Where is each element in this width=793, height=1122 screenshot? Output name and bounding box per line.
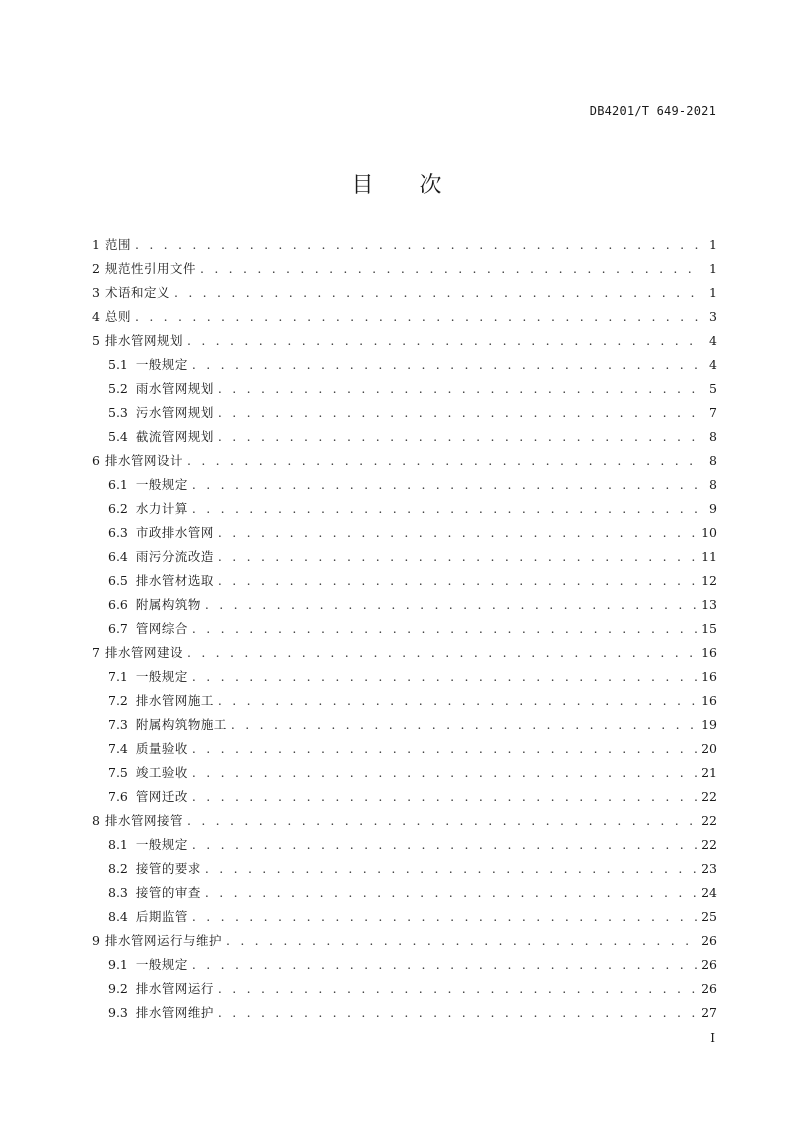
toc-entry-number: 6.3 bbox=[108, 525, 128, 540]
toc-entry[interactable] bbox=[92, 377, 717, 401]
toc-entry[interactable] bbox=[92, 785, 717, 809]
toc-entry[interactable] bbox=[92, 737, 717, 761]
toc-entry-page: 3 bbox=[709, 309, 717, 324]
toc-dot-leader bbox=[226, 929, 697, 953]
toc-entry-number: 9 bbox=[92, 933, 100, 948]
toc-entry[interactable] bbox=[92, 281, 717, 305]
toc-entry[interactable] bbox=[92, 545, 717, 569]
toc-dot-leader bbox=[218, 425, 703, 449]
toc-dot-leader bbox=[192, 785, 697, 809]
toc-entry-label: 后期监管 bbox=[135, 909, 188, 924]
toc-entry-number: 6.2 bbox=[108, 501, 128, 516]
toc-entry-number: 6.4 bbox=[108, 549, 128, 564]
toc-entry-number: 5.2 bbox=[108, 381, 128, 396]
toc-entry-number: 7.2 bbox=[108, 693, 128, 708]
toc-entry-number: 5.1 bbox=[108, 357, 128, 372]
toc-entry[interactable] bbox=[92, 233, 717, 257]
toc-entry-number: 4 bbox=[92, 309, 100, 324]
toc-entry[interactable] bbox=[92, 977, 717, 1001]
toc-entry-label: 排水管网接管 bbox=[104, 813, 183, 828]
page-title bbox=[0, 168, 793, 199]
toc-dot-leader bbox=[192, 737, 697, 761]
toc-entry-page: 1 bbox=[709, 237, 717, 252]
toc-entry-number: 8.2 bbox=[108, 861, 128, 876]
toc-dot-leader bbox=[218, 377, 703, 401]
toc-dot-leader bbox=[205, 881, 697, 905]
toc-entry-page: 12 bbox=[701, 573, 717, 588]
toc-entry-label: 质量验收 bbox=[135, 741, 188, 756]
toc-entry[interactable] bbox=[92, 857, 717, 881]
toc-entry-page: 8 bbox=[709, 429, 717, 444]
toc-entry[interactable] bbox=[92, 905, 717, 929]
toc-entry-page: 4 bbox=[709, 357, 717, 372]
toc-dot-leader bbox=[192, 953, 697, 977]
toc-entry-page: 26 bbox=[701, 933, 717, 948]
toc-entry-page: 16 bbox=[701, 669, 717, 684]
toc-entry[interactable] bbox=[92, 1001, 717, 1025]
toc-entry-label: 接管的要求 bbox=[135, 861, 201, 876]
toc-dot-leader bbox=[187, 329, 703, 353]
toc-entry[interactable] bbox=[92, 569, 717, 593]
toc-entry-page: 26 bbox=[701, 957, 717, 972]
toc-entry-page: 8 bbox=[709, 477, 717, 492]
toc-entry-page: 22 bbox=[701, 789, 717, 804]
toc-entry-label: 一般规定 bbox=[135, 357, 188, 372]
toc-entry-number: 3 bbox=[92, 285, 100, 300]
toc-entry-number: 9.3 bbox=[108, 1005, 128, 1020]
toc-entry-label: 一般规定 bbox=[135, 669, 188, 684]
toc-entry-label: 雨水管网规划 bbox=[135, 381, 214, 396]
toc-entry-number: 2 bbox=[92, 261, 100, 276]
toc-entry[interactable] bbox=[92, 929, 717, 953]
toc-entry-label: 一般规定 bbox=[135, 837, 188, 852]
toc-dot-leader bbox=[218, 569, 697, 593]
toc-dot-leader bbox=[192, 905, 697, 929]
toc-entry-page: 22 bbox=[701, 837, 717, 852]
toc-entry[interactable] bbox=[92, 761, 717, 785]
toc-dot-leader bbox=[192, 665, 697, 689]
toc-entry-number: 5 bbox=[92, 333, 100, 348]
toc-entry-number: 8.1 bbox=[108, 837, 128, 852]
toc-dot-leader bbox=[192, 617, 697, 641]
toc-entry-number: 5.4 bbox=[108, 429, 128, 444]
toc-entry[interactable] bbox=[92, 497, 717, 521]
table-of-contents bbox=[92, 233, 717, 1025]
toc-dot-leader bbox=[174, 281, 703, 305]
toc-dot-leader bbox=[231, 713, 697, 737]
toc-entry[interactable] bbox=[92, 593, 717, 617]
toc-entry-number: 7.5 bbox=[108, 765, 128, 780]
toc-entry-label: 竣工验收 bbox=[135, 765, 188, 780]
toc-entry-label: 管网迁改 bbox=[135, 789, 188, 804]
toc-entry[interactable] bbox=[92, 401, 717, 425]
toc-dot-leader bbox=[135, 305, 703, 329]
toc-dot-leader bbox=[187, 449, 703, 473]
toc-entry-page: 20 bbox=[701, 741, 717, 756]
toc-entry-label: 排水管网维护 bbox=[135, 1005, 214, 1020]
toc-entry[interactable] bbox=[92, 329, 717, 353]
toc-entry[interactable] bbox=[92, 521, 717, 545]
toc-entry[interactable] bbox=[92, 809, 717, 833]
toc-entry-label: 一般规定 bbox=[135, 957, 188, 972]
toc-entry-number: 7.3 bbox=[108, 717, 128, 732]
toc-entry-page: 24 bbox=[701, 885, 717, 900]
toc-entry-label: 范围 bbox=[104, 237, 131, 252]
toc-entry-page: 25 bbox=[701, 909, 717, 924]
toc-entry[interactable] bbox=[92, 689, 717, 713]
toc-dot-leader bbox=[205, 857, 697, 881]
toc-entry[interactable] bbox=[92, 425, 717, 449]
toc-entry-number: 7.6 bbox=[108, 789, 128, 804]
toc-entry[interactable] bbox=[92, 833, 717, 857]
toc-entry[interactable] bbox=[92, 665, 717, 689]
toc-entry-number: 9.1 bbox=[108, 957, 128, 972]
toc-entry-label: 附属构筑物 bbox=[135, 597, 201, 612]
title-char-2: 次 bbox=[419, 173, 442, 198]
toc-entry-page: 23 bbox=[701, 861, 717, 876]
toc-entry-label: 排水管网规划 bbox=[104, 333, 183, 348]
title-char-1: 目 bbox=[351, 173, 374, 198]
toc-entry-page: 22 bbox=[701, 813, 717, 828]
toc-entry-page: 11 bbox=[701, 549, 717, 564]
toc-dot-leader bbox=[192, 497, 703, 521]
toc-entry-page: 8 bbox=[709, 453, 717, 468]
toc-entry-page: 9 bbox=[709, 501, 717, 516]
toc-entry-page: 16 bbox=[701, 693, 717, 708]
toc-dot-leader bbox=[187, 641, 697, 665]
toc-entry-label: 排水管网设计 bbox=[104, 453, 183, 468]
document-id: DB4201/T 649-2021 bbox=[589, 104, 716, 118]
toc-entry-label: 雨污分流改造 bbox=[135, 549, 214, 564]
toc-entry[interactable] bbox=[92, 617, 717, 641]
toc-entry[interactable] bbox=[92, 881, 717, 905]
toc-entry-page: 21 bbox=[701, 765, 717, 780]
toc-entry-label: 市政排水管网 bbox=[135, 525, 214, 540]
toc-dot-leader bbox=[218, 977, 697, 1001]
toc-dot-leader bbox=[187, 809, 697, 833]
toc-entry-page: 5 bbox=[709, 381, 717, 396]
toc-entry-label: 排水管网施工 bbox=[135, 693, 214, 708]
toc-entry-label: 截流管网规划 bbox=[135, 429, 214, 444]
toc-entry-page: 1 bbox=[709, 285, 717, 300]
toc-entry-label: 术语和定义 bbox=[104, 285, 170, 300]
toc-entry-page: 10 bbox=[701, 525, 717, 540]
toc-entry-page: 1 bbox=[709, 261, 717, 276]
toc-entry-page: 26 bbox=[701, 981, 717, 996]
toc-entry-number: 8.3 bbox=[108, 885, 128, 900]
toc-entry-number: 6.6 bbox=[108, 597, 128, 612]
toc-entry-number: 6.1 bbox=[108, 477, 128, 492]
toc-entry-label: 排水管网运行与维护 bbox=[104, 933, 222, 948]
toc-entry-label: 排水管材选取 bbox=[135, 573, 214, 588]
toc-entry[interactable] bbox=[92, 953, 717, 977]
toc-entry-page: 15 bbox=[701, 621, 717, 636]
toc-entry-label: 附属构筑物施工 bbox=[135, 717, 227, 732]
toc-entry[interactable] bbox=[92, 473, 717, 497]
toc-entry[interactable] bbox=[92, 713, 717, 737]
toc-entry-number: 1 bbox=[92, 237, 100, 252]
toc-dot-leader bbox=[205, 593, 697, 617]
toc-entry-number: 8.4 bbox=[108, 909, 128, 924]
toc-dot-leader bbox=[218, 1001, 697, 1025]
toc-entry[interactable] bbox=[92, 449, 717, 473]
toc-entry-number: 6.5 bbox=[108, 573, 128, 588]
toc-entry-page: 13 bbox=[701, 597, 717, 612]
toc-entry-page: 4 bbox=[709, 333, 717, 348]
toc-entry-number: 6.7 bbox=[108, 621, 128, 636]
toc-entry-label: 一般规定 bbox=[135, 477, 188, 492]
toc-dot-leader bbox=[218, 401, 703, 425]
toc-entry-number: 7 bbox=[92, 645, 100, 660]
toc-entry-label: 排水管网建设 bbox=[104, 645, 183, 660]
toc-entry-number: 7.1 bbox=[108, 669, 128, 684]
toc-entry-number: 6 bbox=[92, 453, 100, 468]
toc-entry-label: 总则 bbox=[104, 309, 131, 324]
toc-entry-page: 19 bbox=[701, 717, 717, 732]
toc-entry-page: 7 bbox=[709, 405, 717, 420]
toc-entry-number: 7.4 bbox=[108, 741, 128, 756]
toc-entry-number: 9.2 bbox=[108, 981, 128, 996]
toc-entry-label: 管网综合 bbox=[135, 621, 188, 636]
toc-entry-number: 5.3 bbox=[108, 405, 128, 420]
toc-dot-leader bbox=[218, 689, 697, 713]
toc-entry-label: 接管的审查 bbox=[135, 885, 201, 900]
toc-dot-leader bbox=[192, 473, 703, 497]
toc-dot-leader bbox=[218, 521, 697, 545]
toc-dot-leader bbox=[192, 353, 703, 377]
toc-dot-leader bbox=[218, 545, 697, 569]
toc-entry-label: 排水管网运行 bbox=[135, 981, 214, 996]
page-number: I bbox=[710, 1031, 715, 1045]
toc-entry-label: 规范性引用文件 bbox=[104, 261, 196, 276]
toc-entry-page: 27 bbox=[701, 1005, 717, 1020]
toc-dot-leader bbox=[192, 833, 697, 857]
toc-entry[interactable] bbox=[92, 257, 717, 281]
toc-entry-page: 16 bbox=[701, 645, 717, 660]
toc-dot-leader bbox=[135, 233, 703, 257]
toc-entry[interactable] bbox=[92, 353, 717, 377]
toc-entry[interactable] bbox=[92, 641, 717, 665]
toc-dot-leader bbox=[192, 761, 697, 785]
toc-entry[interactable] bbox=[92, 305, 717, 329]
toc-dot-leader bbox=[200, 257, 703, 281]
toc-entry-label: 水力计算 bbox=[135, 501, 188, 516]
toc-entry-label: 污水管网规划 bbox=[135, 405, 214, 420]
toc-entry-number: 8 bbox=[92, 813, 100, 828]
